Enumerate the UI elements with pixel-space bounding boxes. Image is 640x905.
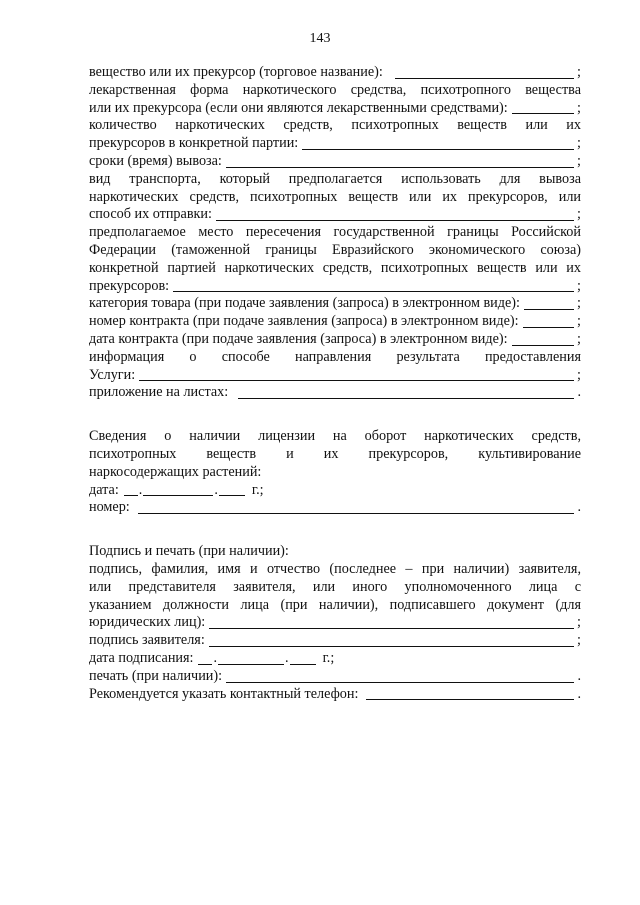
phone-label: Рекомендуется указать контактный телефон: [89,685,359,702]
stamp-label: печать (при наличии): [89,667,223,684]
signer-label: юридических лиц): [89,614,206,631]
signing-date-row: дата подписания: . . г.; [89,649,335,666]
border-field[interactable] [173,281,574,292]
export-time-label: сроки (время) вывоза: [89,152,222,169]
signer-field[interactable] [209,618,574,629]
signing-date-year-field[interactable] [290,654,316,665]
applicant-signature-row: подпись заявителя: ; [89,632,581,649]
border-label: прекурсоров: [89,277,170,294]
quantity-field[interactable] [302,139,574,150]
contract-date-row: дата контракта (при подаче заявления (запроса) в электронном виде): ; [89,330,581,347]
border-row: прекурсоров: ; [89,277,581,294]
transport-line2: наркотических средств, психотропных веществ или их прекурсоров, или [89,188,581,205]
service-result-row: Услуги: ; [89,366,581,383]
goods-category-label: категория товара (при подаче заявления (запроса) в электронном виде): [89,295,520,312]
transport-row: способ их отправки: ; [89,206,581,223]
dosage-form-row: или их прекурсора (если они являются лекарственными средствами): ; [89,99,581,116]
contract-number-label: номер контракта (при подаче заявления (запроса) в электронном виде): [89,313,519,330]
stamp-field[interactable] [226,672,574,683]
dosage-form-field[interactable] [512,103,574,114]
export-time-row: сроки (время) вывоза: ; [89,152,581,169]
quantity-label: прекурсоров в конкретной партии: [89,135,299,152]
license-heading-line2: психотропных веществ и их прекурсоров, культивирование [89,445,581,462]
license-date-day-field[interactable] [124,485,138,496]
applicant-signature-label: подпись заявителя: [89,632,205,649]
license-number-label: номер: [89,499,130,516]
license-heading-line3: наркосодержащих растений: [89,463,262,480]
signature-heading: Подпись и печать (при наличии): [89,543,289,560]
signer-row: юридических лиц): ; [89,614,581,631]
applicant-signature-field[interactable] [209,636,574,647]
contract-number-row: номер контракта (при подаче заявления (запроса) в электронном виде): ; [89,313,581,330]
dosage-form-line1: лекарственная форма наркотического средства, психотропного вещества [89,81,581,98]
service-result-line1: информация о способе направления результата предоставления [89,348,581,365]
stamp-row: печать (при наличии): . [89,667,581,684]
goods-category-row: категория товара (при подаче заявления (запроса) в электронном виде): ; [89,295,581,312]
signer-line3: указанием должности лица (при наличии), подписавшего документ (для [89,596,581,613]
contract-number-field[interactable] [523,317,575,328]
border-line1: предполагаемое место пересечения государственной границы Российской [89,224,581,241]
border-line3: конкретной партией наркотических средств, психотропных веществ или их [89,259,581,276]
license-number-row: номер: . [89,499,581,516]
contract-date-field[interactable] [512,335,574,346]
goods-category-field[interactable] [524,299,574,310]
quantity-row: прекурсоров в конкретной партии: ; [89,135,581,152]
license-number-field[interactable] [138,503,575,514]
license-date-month-field[interactable] [143,485,213,496]
service-result-label: Услуги: [89,366,136,383]
quantity-line1: количество наркотических средств, психотропных веществ или их [89,117,581,134]
dosage-form-label: или их прекурсора (если они являются лекарственными средствами): [89,99,508,116]
substance-label: вещество или их прекурсор (торговое название): [89,64,383,80]
transport-field[interactable] [216,210,574,221]
license-date-row: дата: . . г.; [89,481,264,498]
substance-row: вещество или их прекурсор (торговое название): ; [89,64,581,80]
transport-line1: вид транспорта, который предполагается использовать для вывоза [89,170,581,187]
signing-date-month-field[interactable] [218,654,284,665]
license-date-label: дата: [89,481,119,498]
contract-date-label: дата контракта (при подаче заявления (запроса) в электронном виде): [89,330,508,347]
signer-line1: подпись, фамилия, имя и отчество (последнее – при наличии) заявителя, [89,560,581,577]
license-date-year-field[interactable] [219,485,245,496]
attachment-row: приложение на листах: . [89,384,581,401]
phone-row: Рекомендуется указать контактный телефон: . [89,685,581,702]
attachment-field[interactable] [238,388,574,399]
substance-field[interactable] [395,68,574,79]
license-heading-line1: Сведения о наличии лицензии на оборот наркотических средств, [89,428,581,445]
phone-field[interactable] [366,689,574,700]
service-result-field[interactable] [139,370,574,381]
attachment-label: приложение на листах: [89,384,229,401]
signer-line2: или представителя заявителя, или иного уполномоченного лица с [89,578,581,595]
page-number: 143 [309,31,331,46]
transport-label: способ их отправки: [89,206,212,223]
form-content [89,64,581,703]
border-line2: Федерации (таможенной границы Евразийского экономического союза) [89,241,581,258]
signing-date-day-field[interactable] [198,654,212,665]
signing-date-label: дата подписания: [89,649,194,666]
export-time-field[interactable] [226,157,574,168]
